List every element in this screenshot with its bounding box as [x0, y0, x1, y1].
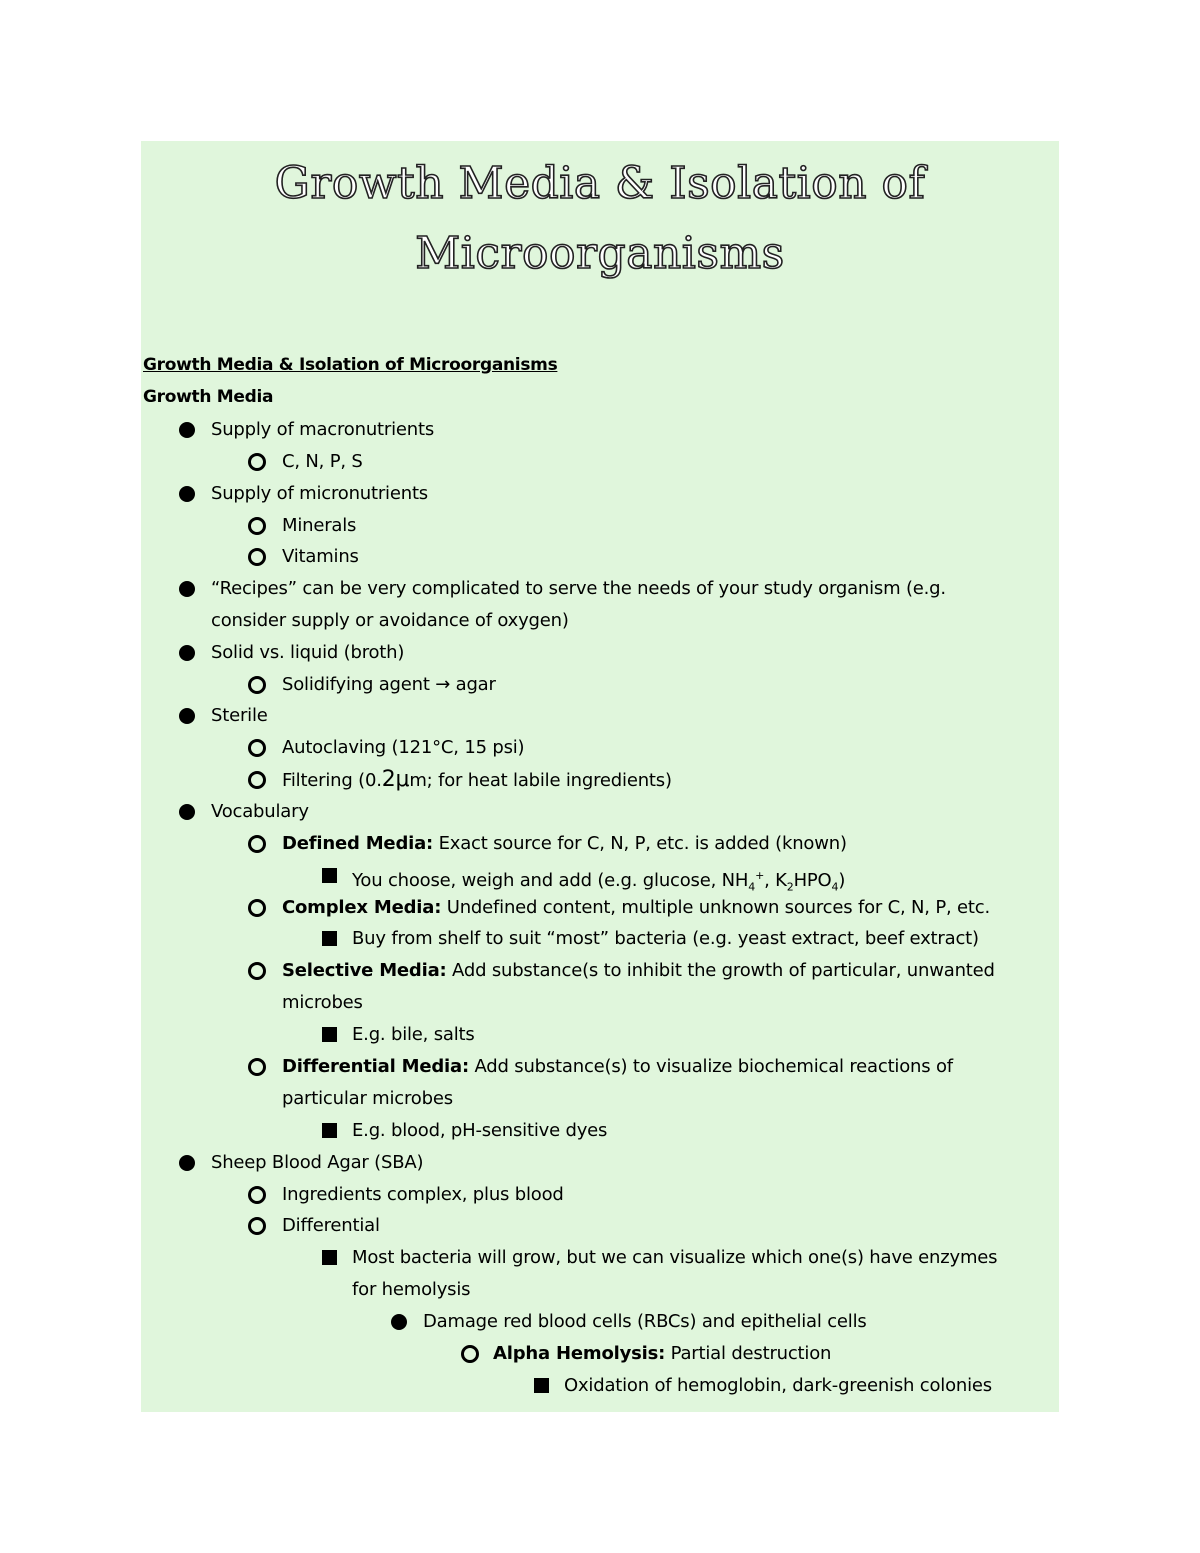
bullet-circle-icon — [461, 1345, 479, 1363]
defined-example-text: , K — [764, 870, 787, 891]
bullet-circle-icon — [248, 899, 266, 917]
bullet-circle-icon — [248, 739, 266, 757]
page-title-line-1: Growth Media & Isolation of — [274, 158, 926, 209]
list-item-macronutrients: Supply of macronutrients — [211, 419, 435, 440]
list-item-alpha-hemolysis — [493, 1338, 831, 1370]
subscript: 2 — [786, 880, 794, 894]
alpha-hemolysis-text: Partial destruction — [665, 1343, 832, 1364]
differential-media-text: Add substance(s) to visualize biochemical reactions of — [468, 1056, 953, 1077]
alpha-hemolysis-label: Alpha Hemolysis: — [493, 1343, 666, 1364]
bullet-circle-icon — [248, 676, 266, 694]
list-item-sba: Sheep Blood Agar (SBA) — [211, 1152, 424, 1173]
selective-media-text: Add substance(s to inhibit the growth of particular, unwanted — [446, 960, 995, 981]
list-item-selective-example: E.g. bile, salts — [352, 1024, 475, 1045]
list-item-defined-media — [282, 828, 847, 860]
bullet-disc-icon — [179, 1155, 195, 1171]
defined-example-text: You choose, weigh and add (e.g. glucose, NH — [352, 870, 749, 891]
bullet-disc-icon — [179, 581, 195, 597]
list-item-macro-list: C, N, P, S — [282, 451, 363, 472]
list-item-sba-most-line-1: Most bacteria will grow, but we can visualize which one(s) have enzymes — [352, 1247, 998, 1268]
defined-example-text: ) — [838, 870, 846, 891]
bullet-circle-icon — [248, 548, 266, 566]
document-page — [141, 141, 1059, 1412]
subscript: 4 — [831, 880, 839, 894]
list-item-differential-media — [282, 1051, 953, 1083]
list-item-selective-media-line-2: microbes — [282, 992, 363, 1013]
bullet-disc-icon — [179, 645, 195, 661]
subscript: 4 — [748, 880, 756, 894]
bullet-square-icon — [322, 868, 337, 883]
complex-media-label: Complex Media: — [282, 897, 442, 918]
list-item-vocabulary: Vocabulary — [211, 801, 309, 822]
page-title-line-2: Microorganisms — [415, 228, 785, 279]
selective-media-label: Selective Media: — [282, 960, 447, 981]
list-item-complex-media — [282, 892, 990, 924]
bullet-disc-icon — [179, 422, 195, 438]
list-item-recipes-line-1: “Recipes” can be very complicated to serve the needs of your study organism (e.g. — [211, 578, 946, 599]
filtering-text-c: m; for heat labile ingredients) — [409, 770, 672, 791]
bullet-circle-icon — [248, 1217, 266, 1235]
sub-heading: Growth Media — [143, 387, 274, 407]
bullet-circle-icon — [248, 517, 266, 535]
list-item-sterile: Sterile — [211, 705, 268, 726]
filtering-text-a: Filtering (0. — [282, 770, 382, 791]
bullet-disc-icon — [179, 486, 195, 502]
bullet-circle-icon — [248, 1058, 266, 1076]
list-item-sba-ingredients: Ingredients complex, plus blood — [282, 1184, 564, 1205]
bullet-square-icon — [322, 931, 337, 946]
list-item-oxidation: Oxidation of hemoglobin, dark-greenish colonies — [564, 1375, 992, 1396]
list-item-vitamins: Vitamins — [282, 546, 359, 567]
list-item-micronutrients: Supply of micronutrients — [211, 483, 428, 504]
list-item-differential-media-line-2: particular microbes — [282, 1088, 453, 1109]
bullet-square-icon — [322, 1027, 337, 1042]
list-item-damage: Damage red blood cells (RBCs) and epithelial cells — [423, 1311, 867, 1332]
defined-example-text: HPO — [793, 870, 832, 891]
list-item-recipes-line-2: consider supply or avoidance of oxygen) — [211, 610, 569, 631]
complex-media-text: Undefined content, multiple unknown sources for C, N, P, etc. — [441, 897, 990, 918]
bullet-disc-icon — [179, 804, 195, 820]
bullet-circle-icon — [248, 453, 266, 471]
list-item-sba-differential: Differential — [282, 1215, 380, 1236]
list-item-autoclaving: Autoclaving (121°C, 15 psi) — [282, 737, 525, 758]
list-item-minerals: Minerals — [282, 515, 357, 536]
differential-media-label: Differential Media: — [282, 1056, 469, 1077]
list-item-complex-example: Buy from shelf to suit “most” bacteria (e.g. yeast extract, beef extract) — [352, 928, 979, 949]
defined-media-label: Defined Media: — [282, 833, 434, 854]
list-item-filtering — [282, 764, 672, 797]
superscript: + — [755, 869, 765, 882]
bullet-circle-icon — [248, 835, 266, 853]
list-item-differential-example: E.g. blood, pH-sensitive dyes — [352, 1120, 608, 1141]
bullet-disc-icon — [179, 708, 195, 724]
defined-media-text: Exact source for C, N, P, etc. is added (known) — [433, 833, 847, 854]
page-title — [141, 149, 1059, 289]
bullet-square-icon — [322, 1250, 337, 1265]
bullet-circle-icon — [248, 1186, 266, 1204]
bullet-disc-icon — [391, 1314, 407, 1330]
filtering-text-micro: 2μ — [381, 767, 410, 792]
list-item-solidifying: Solidifying agent → agar — [282, 674, 496, 695]
bullet-circle-icon — [248, 771, 266, 789]
list-item-selective-media — [282, 955, 995, 987]
list-item-sba-most-line-2: for hemolysis — [352, 1279, 471, 1300]
list-item-solid-liquid: Solid vs. liquid (broth) — [211, 642, 405, 663]
bullet-square-icon — [322, 1123, 337, 1138]
section-heading: Growth Media & Isolation of Microorganisms — [143, 355, 558, 375]
bullet-square-icon — [534, 1378, 549, 1393]
bullet-circle-icon — [248, 962, 266, 980]
